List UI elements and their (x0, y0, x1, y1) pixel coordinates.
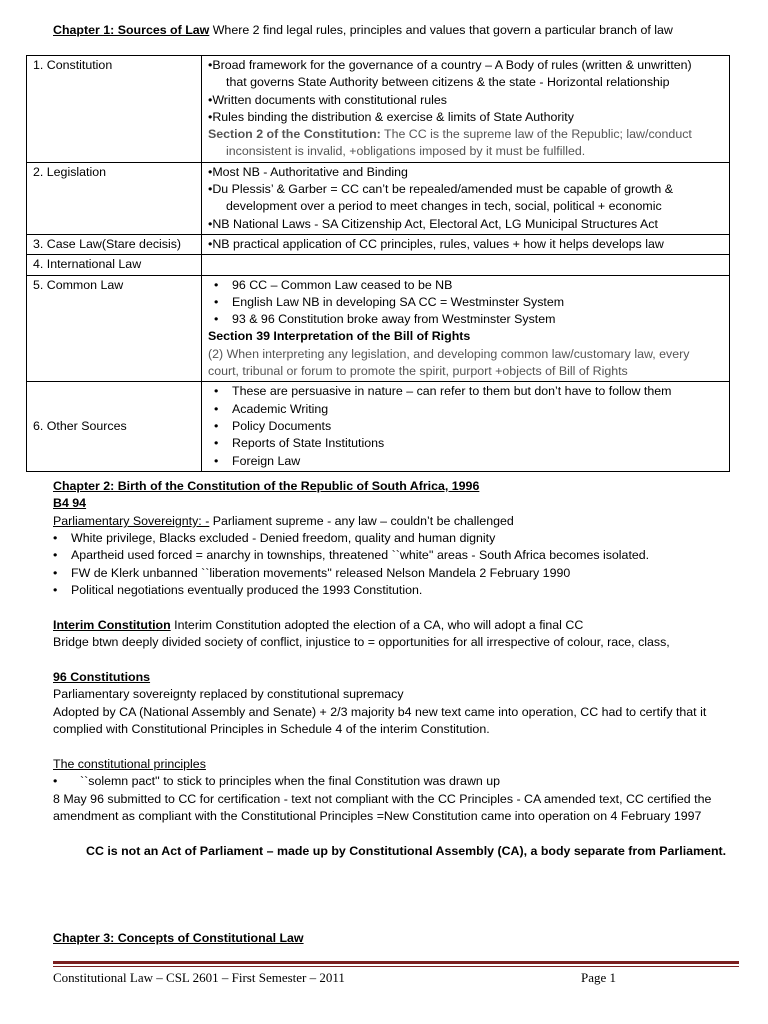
bullet-item: • Reports of State Institutions (214, 436, 385, 451)
list-item: • Apartheid used forced = anarchy in townships, threatened ``white'' areas - South Africa becomes isolated. (53, 548, 650, 562)
interim-label: Interim Constitution (53, 618, 171, 632)
chapter3-title: Chapter 3: Concepts of Constitutional Law (53, 931, 304, 945)
row-content (202, 162, 730, 234)
section-text: The CC is the supreme law of the Republic; law/conduct (380, 127, 692, 142)
row-content (202, 234, 730, 254)
interim-constitution-line (53, 617, 583, 633)
cell-line: •Broad framework for the governance of a country – A Body of rules (written & unwritten) (208, 58, 692, 72)
cell-line: court, tribunal or forum to promote the spirit, purport +objects of Bill of Rights (208, 364, 628, 379)
cell-line: •Written documents with constitutional rules (208, 92, 447, 107)
bullet-item: • Policy Documents (214, 418, 332, 433)
table-row (27, 275, 730, 382)
list-item: • Political negotiations eventually produced the 1993 Constitution. (53, 583, 423, 597)
chapter1-heading (53, 22, 673, 38)
principles-title: The constitutional principles (53, 757, 206, 771)
bullet-item: • 93 & 96 Constitution broke away from Westminster System (214, 312, 556, 327)
footer-rule (53, 961, 739, 964)
cell-line-empty (208, 256, 723, 273)
section-heading: Section 39 Interpretation of the Bill of Rights (208, 329, 471, 344)
bullet-text: 93 & 96 Constitution broke away from Westminster System (232, 312, 556, 327)
cell-line: •Du Plessis’ & Garber = CC can’t be repealed/amended must be capable of growth & (208, 182, 673, 197)
bullet-text: ``solemn pact'' to stick to principles when the final Constitution was drawn up (80, 774, 501, 788)
section-2-line (208, 126, 723, 143)
bullet-text: Political negotiations eventually produced the 1993 Constitution. (71, 583, 423, 597)
row-label: 6. Other Sources (27, 382, 202, 471)
parliamentary-sovereignty-line (53, 513, 514, 529)
table-row (27, 56, 730, 163)
may-line: amendment as compliant with the Constitutional Principles =New Constitution came into operation on 4 February 1997 (53, 809, 702, 823)
bullet-text: Apartheid used forced = anarchy in townships, threatened ``white'' areas - South Africa becomes isolated. (71, 548, 650, 562)
bullet-text: These are persuasive in nature – can refer to them but don’t have to follow them (232, 384, 672, 399)
sources-table (26, 55, 730, 472)
cell-line: that governs State Authority between citizens & the state - Horizontal relationship (226, 75, 670, 90)
chapter1-title: Chapter 1: Sources of Law (53, 23, 210, 37)
footer-rule-thin (53, 966, 739, 967)
row-label: 3. Case Law(Stare decisis) (27, 234, 202, 254)
bullet-item: • 96 CC – Common Law ceased to be NB (214, 277, 453, 292)
c96-title: 96 Constitutions (53, 670, 151, 684)
table-row (27, 234, 730, 254)
cell-line: •Most NB - Authoritative and Binding (208, 164, 408, 179)
page-number: Page 1 (581, 970, 617, 985)
c96-line: complied with Constitutional Principles in Schedule 4 of the interim Constitution. (53, 722, 490, 736)
cell-line: •NB practical application of CC principles, rules, values + how it helps develops law (208, 236, 664, 251)
table-row (27, 162, 730, 234)
cell-line: inconsistent is invalid, +obligations imposed by it must be fulfilled. (226, 144, 586, 159)
ps-label: Parliamentary Sovereignty: - (53, 514, 210, 528)
row-content (202, 275, 730, 382)
may-line: 8 May 96 submitted to CC for certification - text not compliant with the CC Principles - CA amended text, CC certified the (53, 792, 712, 806)
chapter1-subtitle: Where 2 find legal rules, principles and values that govern a particular branch of law (209, 23, 673, 37)
c96-line: Parliamentary sovereignty replaced by constitutional supremacy (53, 687, 404, 701)
bullet-text: English Law NB in developing SA CC = Westminster System (232, 294, 565, 309)
row-label: 4. International Law (27, 255, 202, 275)
cell-line: •Rules binding the distribution & exercise & limits of State Authority (208, 109, 574, 124)
row-label: 1. Constitution (27, 56, 202, 163)
bullet-text: FW de Klerk unbanned ``liberation movements'' released Nelson Mandela 2 February 1990 (71, 566, 571, 580)
b4-94-heading: B4 94 (53, 496, 87, 510)
bold-note: CC is not an Act of Parliament – made up by Constitutional Assembly (CA), a body separate from Parliament. (86, 844, 727, 858)
bullet-text: Reports of State Institutions (232, 436, 385, 451)
bullet-item: • These are persuasive in nature – can refer to them but don’t have to follow them (214, 384, 672, 399)
row-content (202, 382, 730, 471)
list-item: • White privilege, Blacks excluded - Denied freedom, quality and human dignity (53, 531, 496, 545)
interim-text: Interim Constitution adopted the election of a CA, who will adopt a final CC (170, 618, 584, 632)
bullet-item: • Academic Writing (214, 401, 329, 416)
bullet-item: • Foreign Law (214, 453, 301, 468)
cell-line: •NB National Laws - SA Citizenship Act, Electoral Act, LG Municipal Structures Act (208, 216, 658, 231)
row-content (202, 255, 730, 275)
chapter2-title: Chapter 2: Birth of the Constitution of the Republic of South Africa, 1996 (53, 479, 480, 493)
bullet-text: 96 CC – Common Law ceased to be NB (232, 277, 453, 292)
table-row (27, 255, 730, 275)
list-item: • FW de Klerk unbanned ``liberation movements'' released Nelson Mandela 2 February 1990 (53, 566, 571, 580)
table-row (27, 382, 730, 471)
bullet-item: • English Law NB in developing SA CC = Westminster System (214, 294, 565, 309)
row-label: 5. Common Law (27, 275, 202, 382)
list-item: • ``solemn pact'' to stick to principles when the final Constitution was drawn up (53, 774, 501, 788)
row-content (202, 56, 730, 163)
section-heading: Section 2 of the Constitution: (208, 127, 381, 142)
row-label: 2. Legislation (27, 162, 202, 234)
bridge-line: Bridge btwn deeply divided society of conflict, injustice to = opportunities for all irrespective of colour, race, class, (53, 635, 670, 649)
bullet-text: Policy Documents (232, 418, 332, 433)
bullet-text: White privilege, Blacks excluded - Denied freedom, quality and human dignity (71, 531, 496, 545)
c96-line: Adopted by CA (National Assembly and Senate) + 2/3 majority b4 new text came into operation, CC had to certify that it (53, 705, 707, 719)
cell-line: (2) When interpreting any legislation, and developing common law/customary law, every (208, 346, 690, 361)
bullet-text: Foreign Law (232, 453, 301, 468)
footer-title: Constitutional Law – CSL 2601 – First Semester – 2011 (53, 970, 345, 985)
cell-line: development over a period to meet changes in tech, social, political + economic (226, 199, 662, 214)
ps-text: Parliament supreme - any law – couldn’t be challenged (209, 514, 514, 528)
bullet-text: Academic Writing (232, 401, 329, 416)
